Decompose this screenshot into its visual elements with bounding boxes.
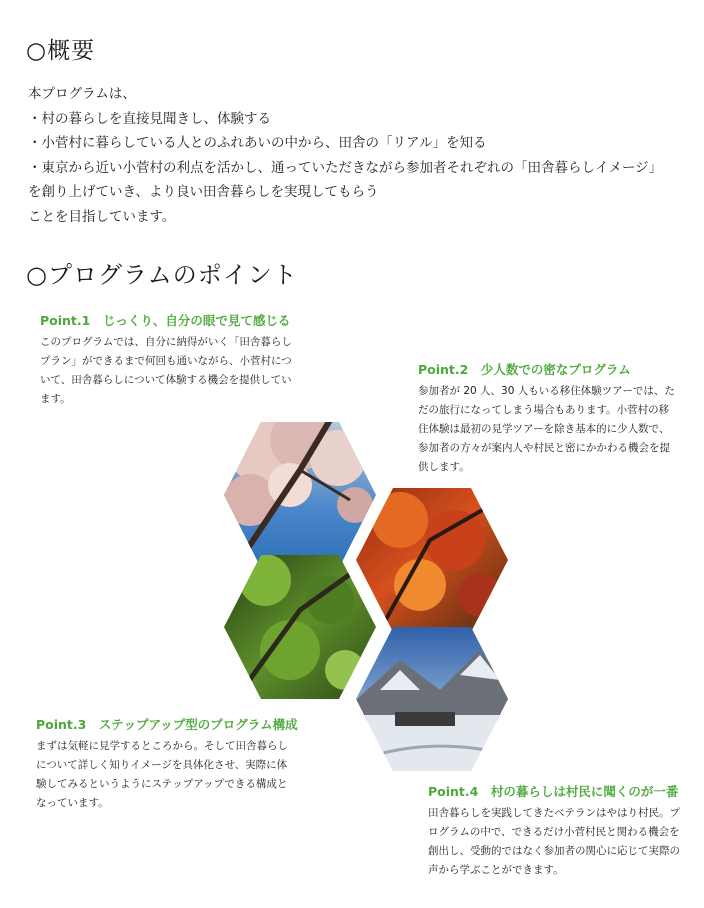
point-line: 声から学ぶことができます。 [428, 864, 564, 876]
points-heading: ○プログラムのポイント [26, 261, 298, 289]
point-line: 参加者の方々が案内人や村民と密にかかわる機会を提 [418, 442, 670, 454]
overview-text [28, 82, 688, 229]
overview-line: ・東京から近い小菅村の利点を活かし、通っていただきながら参加者それぞれの「田舎暮らしイメージ」 [28, 159, 663, 176]
overview-line: 本プログラムは、 [28, 86, 136, 102]
point-line: なっています。 [36, 797, 109, 809]
point-body [36, 737, 306, 813]
point-3 [36, 715, 306, 813]
point-line: まずは気軽に見学するところから。そして田舎暮らし [36, 740, 288, 752]
point-line: 創出し、受動的ではなく参加者の関心に応じて実際の [428, 845, 680, 857]
overview-line: ・小菅村に暮らしている人とのふれあいの中から、田舎の「リアル」を知る [28, 135, 487, 151]
point-4 [428, 782, 690, 880]
point-line: ログラムの中で、できるだけ小菅村民と関わる機会を [428, 826, 680, 838]
point-title: Point.3 ステップアップ型のプログラム構成 [36, 717, 298, 732]
overview-line: ・村の暮らしを直接見聞きし、体験する [28, 110, 271, 127]
point-title: Point.1 じっくり、自分の眼で見て感じる [40, 313, 291, 328]
point-line: 住体験は最初の見学ツアーを除き基本的に少人数で、 [418, 423, 670, 435]
green-leaves-photo [220, 552, 380, 702]
point-line: 験してみるというようにステップアップできる構成と [36, 778, 288, 790]
point-line: いて、田舎暮らしについて体験する機会を提供してい [40, 374, 292, 386]
cherry-blossom-photo [220, 410, 380, 570]
snowy-village-photo [350, 625, 516, 775]
point-body [428, 804, 690, 880]
point-line: プラン」ができるまで何回も通いながら、小菅村につ [40, 355, 292, 367]
point-body [40, 333, 300, 409]
point-line: 参加者が 20 人、30 人もいる移住体験ツアーでは、た [418, 385, 675, 397]
point-line: 田舎暮らしを実践してきたベテランはやはり村民。プ [428, 807, 680, 819]
point-line: 供します。 [418, 461, 470, 473]
point-2 [418, 360, 684, 477]
point-body [418, 382, 684, 477]
point-line: このプログラムでは、自分に納得がいく「田舎暮らし [40, 336, 292, 348]
point-title: Point.2 少人数での密なプログラム [418, 362, 631, 377]
point-line: だの旅行になってしまう場合もあります。小菅村の移 [418, 404, 670, 416]
point-title: Point.4 村の暮らしは村民に聞くのが一番 [428, 784, 679, 799]
overview-heading: ○概要 [26, 38, 96, 64]
overview-line: を創り上げていき、より良い田舎暮らしを実現してもらう [28, 184, 379, 200]
point-1 [40, 311, 300, 409]
autumn-maple-photo [350, 485, 515, 635]
point-line: について詳しく知りイメージを具体化させ、実際に体 [36, 759, 288, 771]
overview-line: ことを目指しています。 [28, 208, 176, 225]
point-line: ます。 [40, 393, 71, 405]
